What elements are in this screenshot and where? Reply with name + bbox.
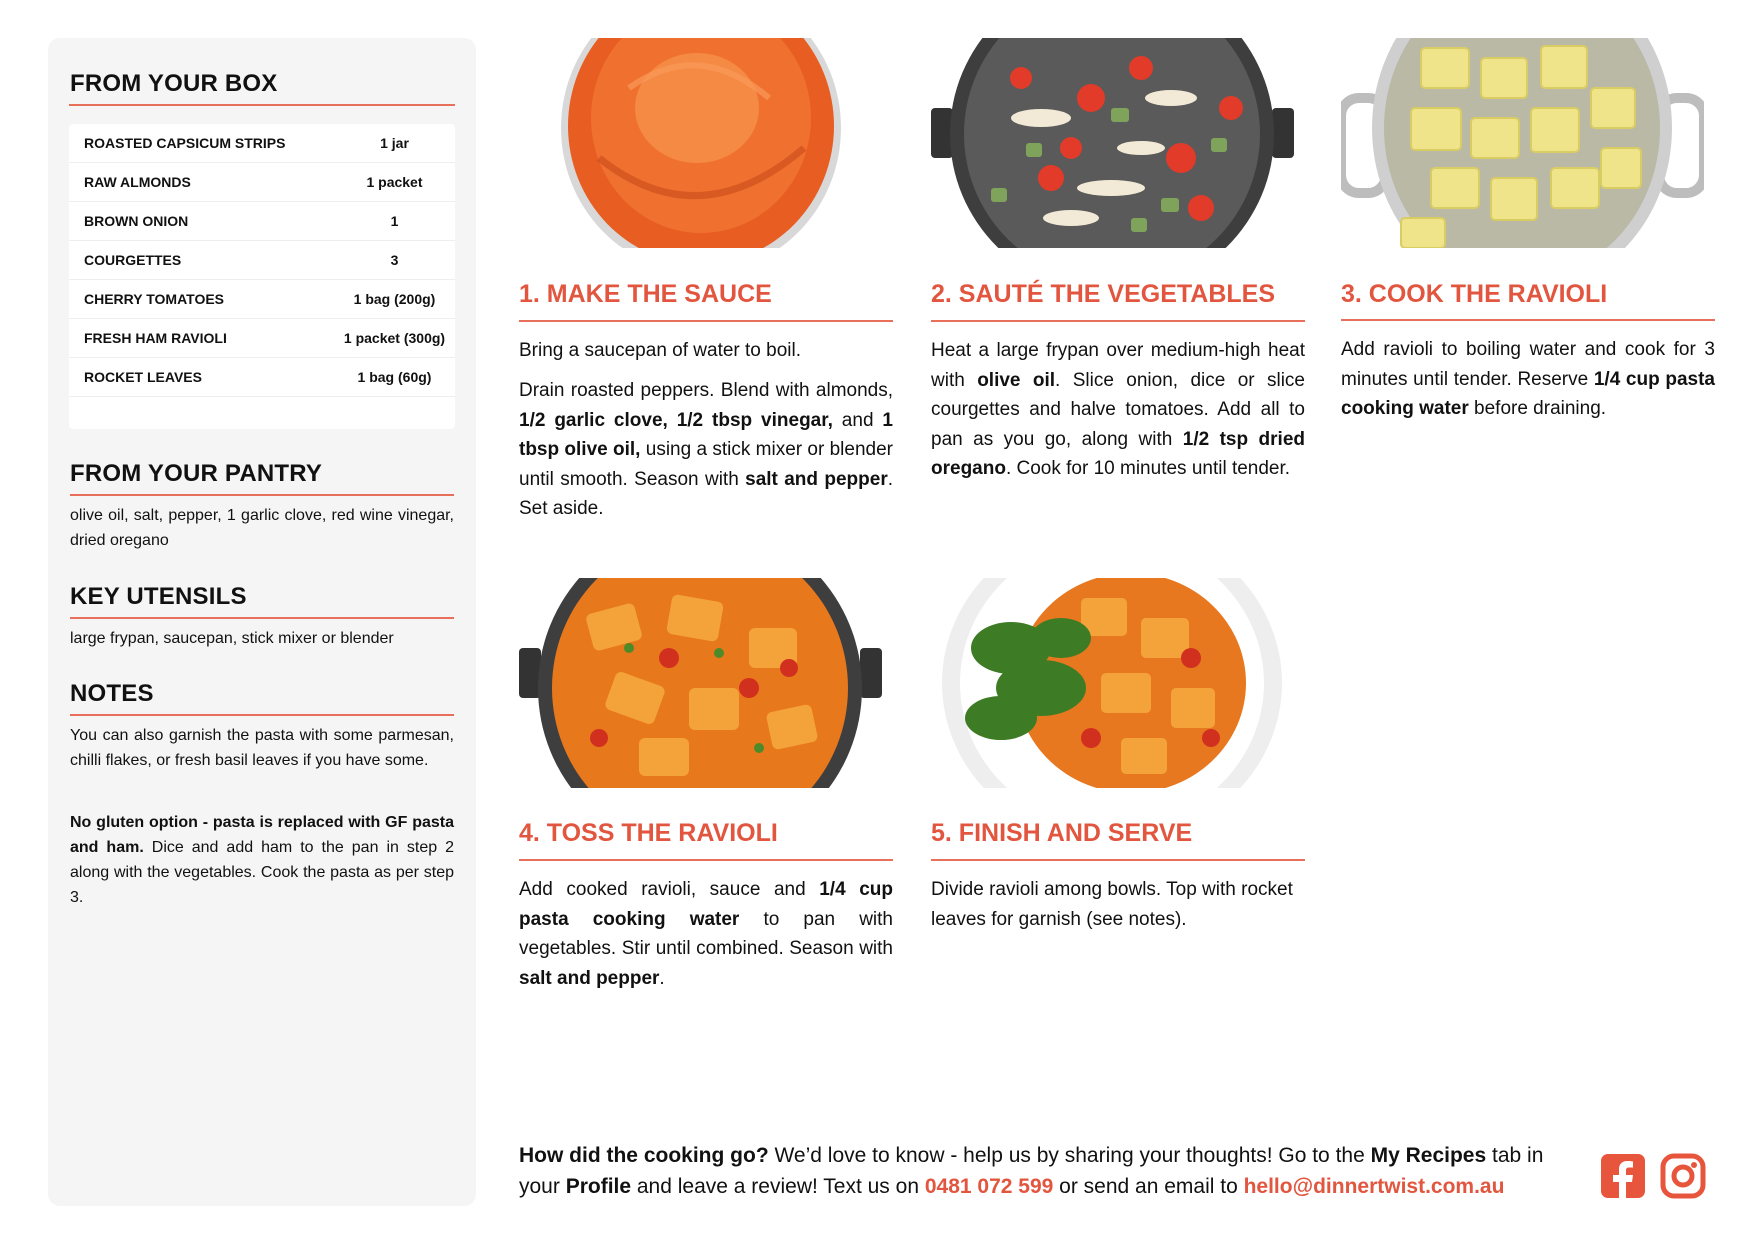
ingredient-name: RAW ALMONDS bbox=[84, 174, 191, 190]
text-span: to pan with vegetables. Stir until combined. Season with bbox=[519, 908, 893, 959]
text-span: and bbox=[832, 409, 883, 431]
instagram-icon[interactable] bbox=[1659, 1152, 1707, 1200]
pantry-title: FROM YOUR PANTRY bbox=[70, 460, 323, 487]
step5-title: 5. FINISH AND SERVE bbox=[931, 819, 1193, 847]
notes-gluten-bold: No gluten option - pasta is replaced with GF pasta and ham. bbox=[70, 814, 454, 856]
notes-gluten-text bbox=[70, 810, 454, 910]
text-span: Drain roasted peppers. Blend with almonds, bbox=[519, 380, 893, 401]
step1-image bbox=[519, 38, 893, 248]
text-span: Add cooked ravioli, sauce and bbox=[519, 879, 820, 900]
phone-link[interactable]: 0481 072 599 bbox=[924, 1175, 1054, 1198]
ingredient-qty: 1 packet bbox=[366, 174, 423, 190]
text-span: . Set aside. bbox=[519, 468, 893, 519]
text-bold: salt and pepper bbox=[519, 967, 660, 989]
text-span: using a stick mixer or blender until smooth. Season with bbox=[519, 439, 894, 490]
step5-text: Divide ravioli among bowls. Top with rocket leaves for garnish (see notes). bbox=[931, 879, 1293, 930]
text-span: tab in your bbox=[519, 1144, 1544, 1198]
step3-title: 3. COOK THE RAVIOLI bbox=[1341, 280, 1608, 308]
step3-text bbox=[1341, 335, 1715, 424]
ingredient-name: COURGETTES bbox=[84, 252, 182, 268]
text-bold: 1/4 cup pasta cooking water bbox=[1341, 368, 1715, 419]
notes-gluten-rest: Dice and add ham to the pan in step 2 along with the vegetables. Cook the pasta as per step 3. bbox=[70, 839, 455, 906]
table-row bbox=[69, 280, 455, 319]
profile-label: Profile bbox=[565, 1175, 632, 1198]
table-row bbox=[69, 163, 455, 202]
notes-title: NOTES bbox=[70, 680, 154, 707]
utensils-text: large frypan, saucepan, stick mixer or blender bbox=[70, 630, 394, 647]
ingredient-qty: 1 jar bbox=[380, 135, 409, 151]
ingredient-qty: 1 bag (60g) bbox=[357, 369, 432, 385]
ingredient-name: ROASTED CAPSICUM STRIPS bbox=[84, 135, 286, 151]
text-bold: 1/2 garlic clove, 1/2 tbsp vinegar, bbox=[519, 409, 833, 431]
email-link[interactable]: hello@dinnertwist.com.au bbox=[1243, 1175, 1505, 1198]
step4-text bbox=[519, 875, 893, 993]
table-row bbox=[69, 241, 455, 280]
step1-title: 1. MAKE THE SAUCE bbox=[519, 280, 772, 308]
text-bold: olive oil bbox=[977, 369, 1056, 391]
text-span: and leave a review! Text us on bbox=[631, 1175, 925, 1198]
ingredient-qty: 1 packet (300g) bbox=[343, 330, 446, 346]
notes-text: You can also garnish the pasta with some parmesan, chilli flakes, or fresh basil leaves if you have some. bbox=[70, 727, 454, 769]
sidebar bbox=[48, 38, 476, 1206]
divider bbox=[70, 617, 454, 619]
ingredient-name: BROWN ONION bbox=[84, 213, 189, 229]
pantry-text: olive oil, salt, pepper, 1 garlic clove, red wine vinegar, dried oregano bbox=[70, 507, 454, 549]
text-bold: 1/2 tsp dried oregano bbox=[931, 428, 1305, 479]
text-span: . Slice onion, dice or slice courgettes and halve tomatoes. Add all to pan as you go, along with bbox=[931, 369, 1305, 450]
divider bbox=[931, 320, 1305, 322]
divider bbox=[69, 104, 455, 106]
text-span: Heat a large frypan over medium-high heat with bbox=[931, 340, 1305, 391]
ingredients-table bbox=[69, 124, 455, 429]
divider bbox=[519, 320, 893, 322]
box-title: FROM YOUR BOX bbox=[70, 70, 278, 97]
utensils-title: KEY UTENSILS bbox=[70, 583, 247, 610]
step1-text-1: Bring a saucepan of water to boil. bbox=[519, 340, 802, 361]
ingredient-name: FRESH HAM RAVIOLI bbox=[84, 330, 227, 346]
text-bold: 1/4 cup pasta cooking water bbox=[519, 879, 893, 930]
ingredient-qty: 3 bbox=[390, 252, 399, 268]
my-recipes-label: My Recipes bbox=[1370, 1144, 1487, 1167]
text-span: . bbox=[659, 967, 665, 989]
text-span: We’d love to know - help us by sharing your thoughts! Go to the bbox=[768, 1144, 1371, 1167]
divider bbox=[70, 494, 454, 496]
text-span: before draining. bbox=[1468, 398, 1607, 419]
ingredient-name: CHERRY TOMATOES bbox=[84, 291, 225, 307]
text-bold: 1 tbsp olive oil, bbox=[519, 409, 893, 460]
step4-image bbox=[519, 578, 882, 788]
text-bold: salt and pepper bbox=[745, 468, 888, 490]
table-row bbox=[69, 319, 455, 358]
divider bbox=[1341, 319, 1715, 321]
step2-title: 2. SAUTÉ THE VEGETABLES bbox=[931, 280, 1276, 308]
ingredient-name: ROCKET LEAVES bbox=[84, 369, 202, 385]
divider bbox=[519, 859, 893, 861]
step3-image bbox=[1341, 38, 1704, 248]
divider bbox=[70, 714, 454, 716]
step2-text bbox=[931, 336, 1305, 484]
text-span: Add ravioli to boiling water and cook for 3 minutes until tender. Reserve bbox=[1341, 339, 1715, 390]
table-row bbox=[69, 358, 455, 397]
feedback-text bbox=[519, 1140, 1584, 1202]
divider bbox=[931, 859, 1305, 861]
text-span: . Cook for 10 minutes until tender. bbox=[1005, 458, 1291, 479]
step4-title: 4. TOSS THE RAVIOLI bbox=[519, 819, 778, 847]
table-row bbox=[69, 124, 455, 163]
ingredient-qty: 1 bag (200g) bbox=[353, 291, 436, 307]
text-span: or send an email to bbox=[1053, 1175, 1244, 1198]
feedback-question: How did the cooking go? bbox=[519, 1144, 769, 1167]
table-row bbox=[69, 202, 455, 241]
facebook-icon[interactable] bbox=[1599, 1152, 1647, 1200]
step1-text-2 bbox=[519, 376, 893, 524]
step2-image bbox=[931, 38, 1294, 248]
step5-image bbox=[931, 578, 1294, 788]
ingredient-qty: 1 bbox=[390, 213, 399, 229]
